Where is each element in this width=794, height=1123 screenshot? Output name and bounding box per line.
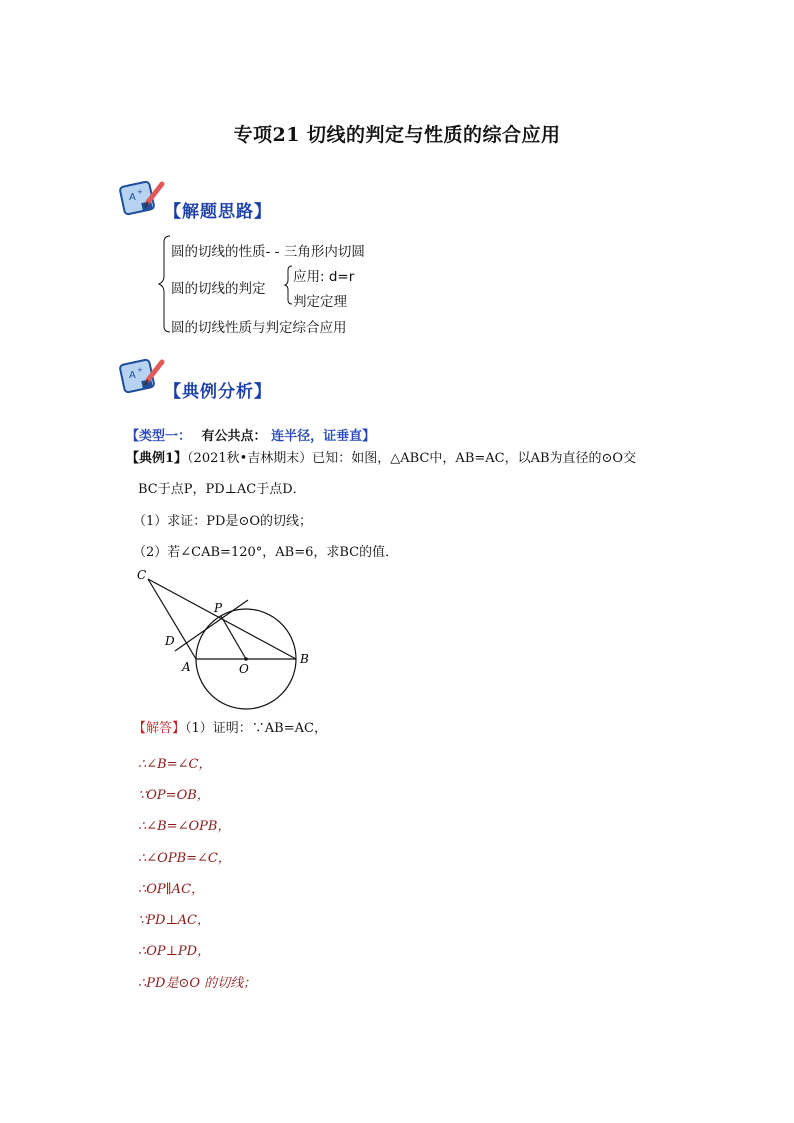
- answer-step: ∴PD是⊙O 的切线；: [138, 976, 257, 991]
- type-topic: 有公共点：: [201, 429, 267, 444]
- example-tag: 【典例1】: [126, 451, 188, 466]
- section-heading-examples: 【典例分析】: [164, 382, 272, 402]
- answer-step: ∴∠B=∠C，: [138, 757, 212, 772]
- label-o: O: [239, 662, 249, 676]
- answer-intro: （1）证明：∵AB=AC，: [185, 721, 327, 736]
- geometry-figure: [128, 565, 328, 715]
- svg-text:+: +: [137, 188, 143, 196]
- answer-step: ∴∠B=∠OPB，: [138, 819, 231, 834]
- answer-intro-line: [133, 722, 327, 735]
- study-card-icon: [118, 356, 166, 398]
- svg-text:+: +: [137, 366, 143, 374]
- label-b: B: [300, 652, 309, 666]
- answer-tag: 【解答】: [133, 721, 186, 736]
- mindmap-branch-combined: 圆的切线性质与判定综合应用: [171, 320, 347, 336]
- type-heading: [126, 425, 375, 444]
- segment-op: [221, 616, 246, 659]
- question-2: （2）若∠CAB=120°，AB=6，求BC的值．: [133, 545, 399, 560]
- example-line-1: [126, 452, 636, 465]
- svg-text:A: A: [129, 370, 136, 381]
- study-card-icon: [118, 178, 166, 220]
- answer-step: ∵PD⊥AC，: [138, 913, 211, 928]
- type-method: 连半径，证垂直】: [271, 429, 376, 444]
- label-c: C: [137, 568, 147, 582]
- answer-step: ∵OP=OB，: [138, 788, 210, 803]
- answer-step: ∴OP∥AC，: [138, 882, 205, 897]
- svg-text:A: A: [129, 192, 136, 203]
- example-source: （2021秋•吉林期末）已知：如图，△ABC中，AB=AC，以AB为直径的⊙O交: [187, 451, 637, 466]
- question-1: （1）求证：PD是⊙O的切线；: [133, 514, 312, 529]
- answer-step: ∴∠OPB=∠C，: [138, 851, 231, 866]
- type-label: 【类型一：: [126, 429, 192, 444]
- label-d: D: [165, 634, 175, 648]
- label-a: A: [182, 660, 191, 674]
- section-heading-thinking: 【解题思路】: [164, 202, 272, 222]
- mindmap-sub-application: 应用: d=r: [293, 269, 355, 285]
- page-title: 专项21 切线的判定与性质的综合应用: [233, 124, 561, 146]
- mindmap-branch-determination: 圆的切线的判定: [171, 281, 266, 297]
- label-p: P: [214, 601, 223, 615]
- mindmap-sub-theorem: 判定定理: [293, 294, 347, 310]
- mindmap-branch-properties: 圆的切线的性质- - 三角形内切圆: [171, 244, 365, 260]
- example-line-2: BC于点P，PD⊥AC于点D．: [138, 482, 306, 497]
- answer-step: ∴OP⊥PD，: [138, 944, 211, 959]
